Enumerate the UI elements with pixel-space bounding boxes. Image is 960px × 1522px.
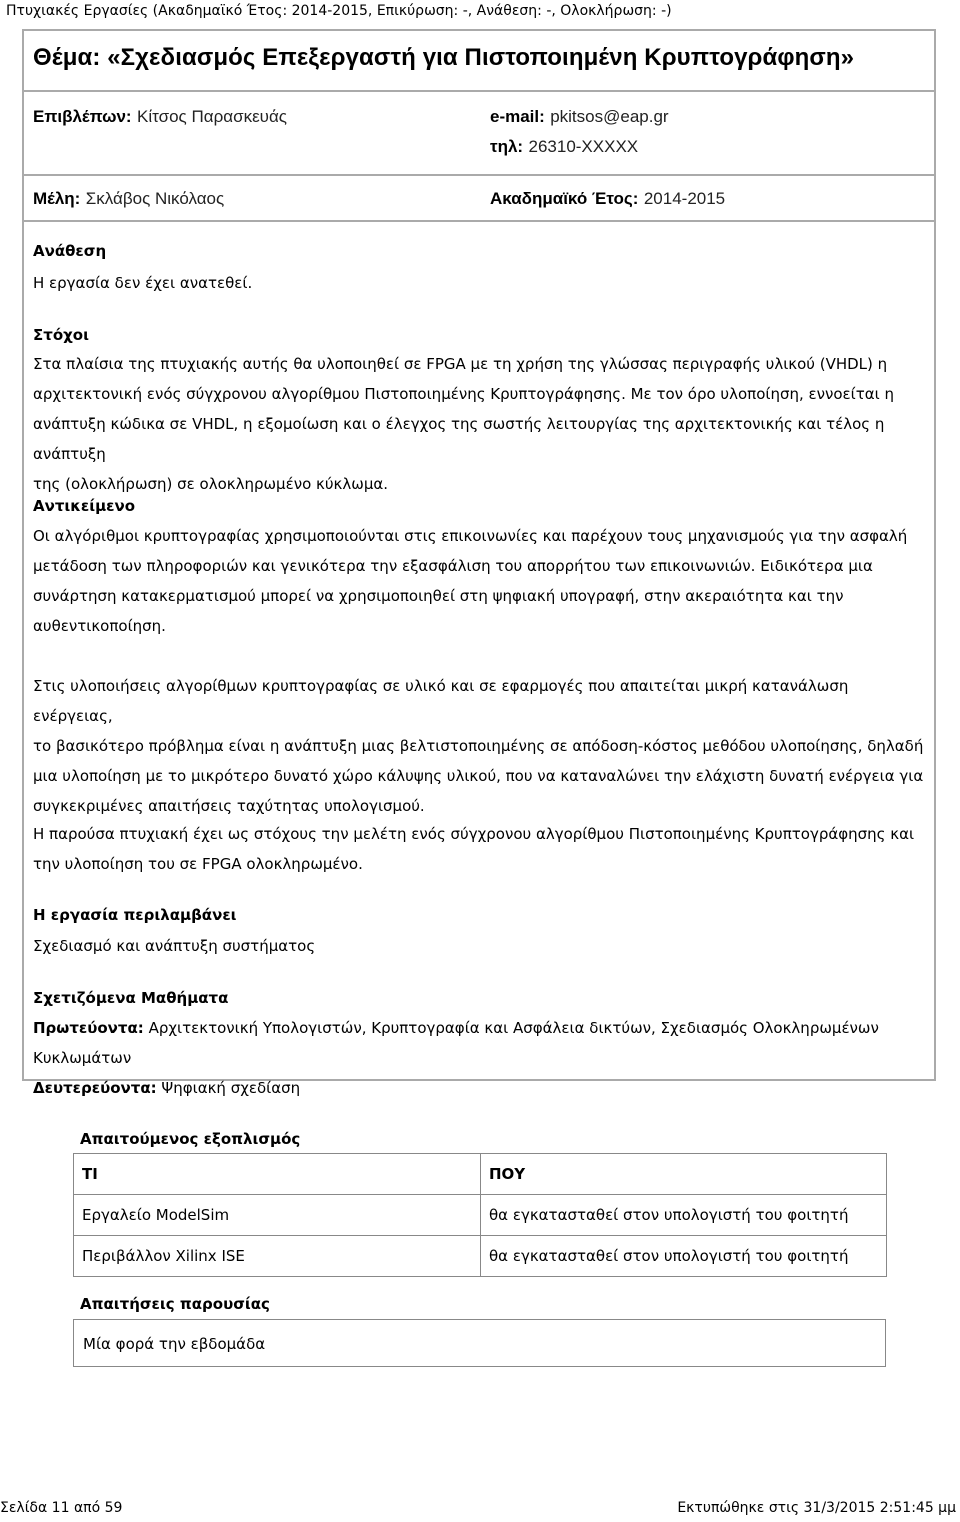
year-label: Ακαδημαϊκό Έτος: [490, 189, 639, 208]
goals-title: Στόχοι [33, 326, 89, 344]
object-title: Αντικείμενο [33, 497, 136, 515]
object-para-2 [33, 671, 928, 821]
primary-value-cont: Κυκλωμάτων [33, 1049, 132, 1067]
object-line: συγκεκριμένες απαιτήσεις ταχύτητας υπολογισμού. [33, 797, 425, 815]
table-cell: θα εγκατασταθεί στον υπολογιστή του φοιτητή [481, 1195, 887, 1236]
object-para-3 [33, 819, 928, 879]
secondary-value: Ψηφιακή σχεδίαση [161, 1079, 301, 1097]
members-value: Σκλάβος Νικόλαος [85, 189, 225, 208]
object-line: μια υλοποίηση με το μικρότερο δυνατό χώρο κάλυψης υλικού, που να καταναλώνει την ελάχιστη δυνατή ενέργεια για [33, 767, 924, 785]
email-value[interactable]: pkitsos@eap.gr [550, 107, 669, 126]
equipment-title: Απαιτούμενος εξοπλισμός [80, 1130, 301, 1148]
year-value: 2014-2015 [643, 189, 726, 208]
object-line: μετάδοση των πληροφοριών και γενικότερα την εξασφάλιση του απορρήτου των επικοινωνιών. Ειδικότερα μια [33, 557, 873, 575]
assignment-title: Ανάθεση [33, 242, 107, 260]
object-line: Οι αλγόριθμοι κρυπτογραφίας χρησιμοποιούνται στις επικοινωνίες και παρέχουν τους μηχανισμούς για την ασφαλή [33, 527, 908, 545]
goals-line: ανάπτυξη κώδικα σε VHDL, η εξομοίωση και ο έλεγχος της σωστής λειτουργίας της αρχιτεκτονικής και τέλος η ανάπτυξη [33, 415, 885, 463]
goals-line: της (ολοκλήρωση) σε ολοκληρωμένο κύκλωμα. [33, 475, 389, 493]
supervisor-row [33, 107, 287, 127]
equipment-table [73, 1153, 887, 1277]
includes-text: Σχεδιασμό και ανάπτυξη συστήματος [33, 937, 316, 955]
object-para-1 [33, 521, 928, 641]
phone-label: τηλ: [490, 137, 524, 156]
print-header: Πτυχιακές Εργασίες (Ακαδημαϊκό Έτος: 2014-2015, Επικύρωση: -, Ανάθεση: -, Ολοκλήρωση: -) [6, 3, 672, 19]
members-row [33, 189, 224, 209]
page-number: Σελίδα 11 από 59 [0, 1500, 123, 1516]
email-label: e-mail: [490, 107, 545, 126]
courses-primary [33, 1013, 928, 1103]
includes-title: Η εργασία περιλαμβάνει [33, 906, 237, 924]
project-sheet [22, 29, 936, 252]
supervisor-label: Επιβλέπων: [33, 107, 132, 126]
attendance-title: Απαιτήσεις παρουσίας [80, 1295, 270, 1313]
title-block [22, 29, 936, 92]
assignment-text: Η εργασία δεν έχει ανατεθεί. [33, 274, 253, 292]
attendance-box: Μία φορά την εβδομάδα [73, 1319, 886, 1367]
supervisor-value: Κίτσος Παρασκευάς [137, 107, 287, 126]
courses-title: Σχετιζόμενα Μαθήματα [33, 989, 229, 1007]
object-line: την υλοποίηση του σε FPGA ολοκληρωμένο. [33, 855, 363, 873]
goals-text [33, 349, 928, 499]
year-row [490, 189, 725, 209]
table-cell: Εργαλείο ModelSim [74, 1195, 481, 1236]
description-block [22, 220, 936, 1097]
column-header: ΠΟΥ [481, 1154, 887, 1195]
info-divider-1 [24, 174, 934, 176]
phone-value: 26310-XXXXX [528, 137, 639, 156]
phone-row [490, 137, 638, 157]
table-cell: θα εγκατασταθεί στον υπολογιστή του φοιτητή [481, 1236, 887, 1277]
primary-value: Αρχιτεκτονική Υπολογιστών, Κρυπτογραφία και Ασφάλεια δικτύων, Σχεδιασμός Ολοκληρωμένων [148, 1019, 879, 1037]
print-timestamp: Εκτυπώθηκε στις 31/3/2015 2:51:45 μμ [677, 1500, 956, 1516]
object-line: το βασικότερο πρόβλημα είναι η ανάπτυξη μιας βελτιστοποιημένης σε απόδοση-κόστος μεθόδου υλοποίησης, δηλαδή [33, 737, 924, 755]
table-row [74, 1195, 887, 1236]
table-row [74, 1236, 887, 1277]
email-row [490, 107, 669, 127]
object-line: αυθεντικοποίηση. [33, 617, 166, 635]
object-line: Η παρούσα πτυχιακή έχει ως στόχους την μελέτη ενός σύγχρονου αλγορίθμου Πιστοποιημένης Κρυπτογράφησης και [33, 825, 915, 843]
members-label: Μέλη: [33, 189, 81, 208]
goals-line: Στα πλαίσια της πτυχιακής αυτής θα υλοποιηθεί σε FPGA με τη χρήση της γλώσσας περιγραφής υλικού (VHDL) η [33, 355, 888, 373]
primary-label: Πρωτεύοντα: [33, 1019, 144, 1037]
goals-line: αρχιτεκτονική ενός σύγχρονου αλγορίθμου Πιστοποιημένης Κρυπτογράφησης. Με τον όρο υλοποίηση, εννοείται η [33, 385, 895, 403]
column-header: ΤΙ [74, 1154, 481, 1195]
secondary-label: Δευτερεύοντα: [33, 1079, 157, 1097]
table-cell: Περιβάλλον Xilinx ISE [74, 1236, 481, 1277]
table-header-row [74, 1154, 887, 1195]
page-title: Θέμα: «Σχεδιασμός Επεξεργαστή για Πιστοποιημένη Κρυπτογράφηση» [33, 44, 855, 71]
object-line: συνάρτηση κατακερματισμού μπορεί να χρησιμοποιηθεί στη ψηφιακή υπογραφή, στην ακεραιότητα και την [33, 587, 844, 605]
object-line: Στις υλοποιήσεις αλγορίθμων κρυπτογραφίας σε υλικό και σε εφαρμογές που απαιτείται μικρή κατανάλωση ενέργειας, [33, 677, 849, 725]
